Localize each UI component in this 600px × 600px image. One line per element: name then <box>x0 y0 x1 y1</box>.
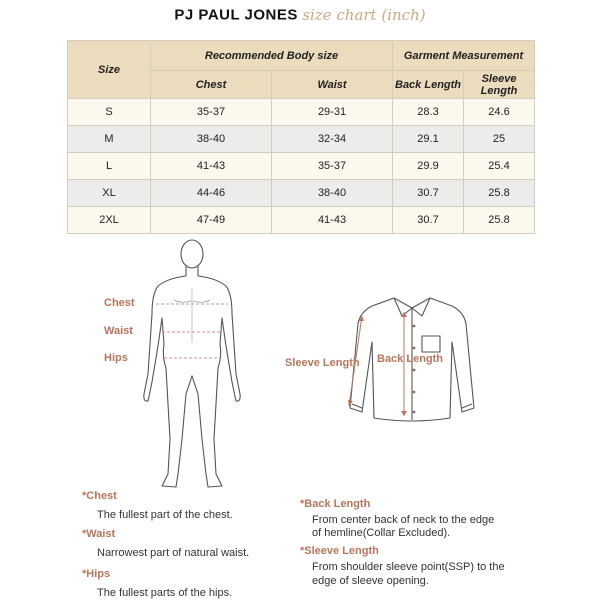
chest-cell: 38-40 <box>151 126 272 153</box>
size-cell: 2XL <box>68 207 151 234</box>
body-figure-illustration <box>122 234 262 494</box>
waist-col-header: Waist <box>272 71 393 99</box>
sleeve-length-cell: 25.4 <box>464 153 535 180</box>
table-row <box>68 180 535 207</box>
waist-cell: 35-37 <box>272 153 393 180</box>
waist-figure-label: Waist <box>104 325 133 337</box>
table-row <box>68 153 535 180</box>
back-length-col-header: Back Length <box>393 71 464 99</box>
chest-col-header: Chest <box>151 71 272 99</box>
hips-note-heading: *Hips <box>82 568 111 580</box>
size-cell: M <box>68 126 151 153</box>
size-table <box>67 40 535 234</box>
sleeve-length-cell: 25.8 <box>464 207 535 234</box>
waist-note-text: Narrowest part of natural waist. <box>97 547 250 559</box>
garment-group-header: Garment Measurement <box>393 41 535 71</box>
chest-note-text: The fullest part of the chest. <box>97 509 233 521</box>
size-cell: L <box>68 153 151 180</box>
waist-note-heading: *Waist <box>82 528 116 540</box>
back-length-cell: 29.9 <box>393 153 464 180</box>
waist-cell: 32-34 <box>272 126 393 153</box>
back-length-note-line1: From center back of neck to the edge <box>312 514 495 526</box>
waist-cell: 41-43 <box>272 207 393 234</box>
chest-cell: 47-49 <box>151 207 272 234</box>
size-cell: XL <box>68 180 151 207</box>
chest-cell: 35-37 <box>151 99 272 126</box>
back-length-cell: 28.3 <box>393 99 464 126</box>
size-header: Size <box>68 41 151 99</box>
chest-note-heading: *Chest <box>82 490 117 502</box>
back-length-cell: 30.7 <box>393 180 464 207</box>
back-length-note-heading: *Back Length <box>300 498 371 510</box>
back-length-cell: 30.7 <box>393 207 464 234</box>
hips-note-text: The fullest parts of the hips. <box>97 587 233 599</box>
chest-cell: 41-43 <box>151 153 272 180</box>
sleeve-length-note-line2: edge of sleeve opening. <box>312 575 429 587</box>
waist-cell: 38-40 <box>272 180 393 207</box>
table-row <box>68 207 535 234</box>
sleeve-length-col-header: Sleeve Length <box>464 71 535 99</box>
sleeve-length-cell: 24.6 <box>464 99 535 126</box>
size-cell: S <box>68 99 151 126</box>
page-header <box>0 6 600 34</box>
table-row <box>68 126 535 153</box>
chart-title-script: size chart (inch) <box>302 6 426 24</box>
sleeve-length-note-line1: From shoulder sleeve point(SSP) to the <box>312 561 505 573</box>
body-size-group-header: Recommended Body size <box>151 41 393 71</box>
back-length-note-line2: of hemline(Collar Excluded). <box>312 527 451 539</box>
back-length-cell: 29.1 <box>393 126 464 153</box>
sleeve-length-note-heading: *Sleeve Length <box>300 545 379 557</box>
sleeve-length-figure-label: Sleeve Length <box>285 357 360 369</box>
sleeve-length-cell: 25.8 <box>464 180 535 207</box>
brand-name: PJ PAUL JONES <box>174 6 298 24</box>
table-row <box>68 99 535 126</box>
hips-figure-label: Hips <box>104 352 128 364</box>
chest-figure-label: Chest <box>104 297 135 309</box>
back-length-figure-label: Back Length <box>377 353 444 365</box>
waist-cell: 29-31 <box>272 99 393 126</box>
sleeve-length-cell: 25 <box>464 126 535 153</box>
chest-cell: 44-46 <box>151 180 272 207</box>
